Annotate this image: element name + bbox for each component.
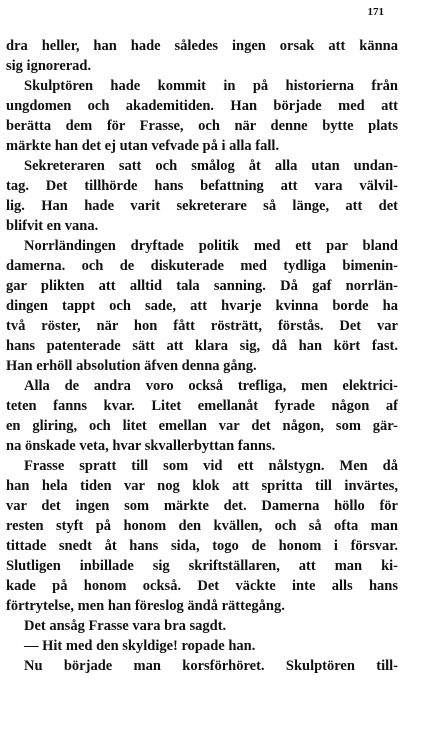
paragraph — [6, 456, 398, 616]
text-line: — Hit med den skyldige! ropade han. — [24, 638, 256, 654]
text-line: Sekreteraren satt och smålog åt alla utan undan- — [24, 158, 398, 174]
text-line: dingen tappt och sade, att hvarje kvinna borde ha — [6, 298, 398, 314]
text-line: Alla de andra voro också trefliga, men elektrici- — [24, 378, 398, 394]
text-line: två röster, när hon fått rösträtt, förstås. Det var — [6, 318, 398, 334]
text-line: Frasse spratt till som vid ett nålstygn. Men då — [24, 458, 398, 474]
text-line: resten styft på honom den kvällen, och så ofta man — [6, 518, 398, 534]
paragraph — [6, 36, 398, 76]
text-line: berätta dem för Frasse, och när denne bytte plats — [6, 118, 398, 134]
body-text — [6, 36, 398, 676]
paragraph — [6, 656, 398, 676]
text-line: sig ignorerad. — [6, 58, 92, 74]
page-number: 171 — [367, 6, 384, 18]
text-line: damerna. och de diskuterade med tydliga bimenin- — [6, 258, 398, 274]
paragraph — [6, 156, 398, 236]
text-line: blifvit en vana. — [6, 218, 99, 234]
text-line: ungdomen och akademitiden. Han började med att — [6, 98, 398, 114]
paragraph — [6, 376, 398, 456]
text-line: tittade snedt åt hans sida, togo de honom i försvar. — [6, 538, 398, 554]
text-line: Det ansåg Frasse vara bra sagdt. — [24, 618, 227, 634]
text-line: Skulptören hade kommit in på historierna från — [24, 78, 398, 94]
text-line: na önskade veta, hvar skvallerbyttan fanns. — [6, 438, 276, 454]
text-line: var det ingen som märkte det. Damerna höllo för — [6, 498, 398, 514]
text-line: märkte han det ej utan vefvade på i alla fall. — [6, 138, 280, 154]
text-line: han hela tiden var nog klok att spritta till invärtes, — [6, 478, 398, 494]
text-line: tag. Det tillhörde hans befattning att vara välvil- — [6, 178, 398, 194]
text-line: Han erhöll absolution äfven denna gång. — [6, 358, 257, 374]
text-line: Nu började man korsförhöret. Skulptören till- — [24, 658, 398, 674]
text-line: Norrländingen dryftade politik med ett par bland — [24, 238, 398, 254]
text-line: kade på honom också. Det väckte inte alls hans — [6, 578, 398, 594]
text-line: lig. Han hade varit sekreterare så länge, att det — [6, 198, 398, 214]
text-line: teten fanns kvar. Litet emellanåt fyrade någon af — [6, 398, 398, 414]
text-line: förtrytelse, men han föreslog ändå rättegång. — [6, 598, 285, 614]
text-line: en gliring, och litet emellan var det någon, som gär- — [6, 418, 398, 434]
paragraph — [6, 636, 398, 656]
paragraph — [6, 76, 398, 156]
paragraph — [6, 616, 398, 636]
text-line: hans patenterade sätt att klara sig, då han kört fast. — [6, 338, 398, 354]
text-line: gar plikten att alltid tala sanning. Då gaf norrlän- — [6, 278, 398, 294]
paragraph — [6, 236, 398, 376]
text-line: Slutligen inbillade sig skriftställaren, att man ki- — [6, 558, 398, 574]
text-line: dra heller, han hade således ingen orsak att känna — [6, 38, 398, 54]
